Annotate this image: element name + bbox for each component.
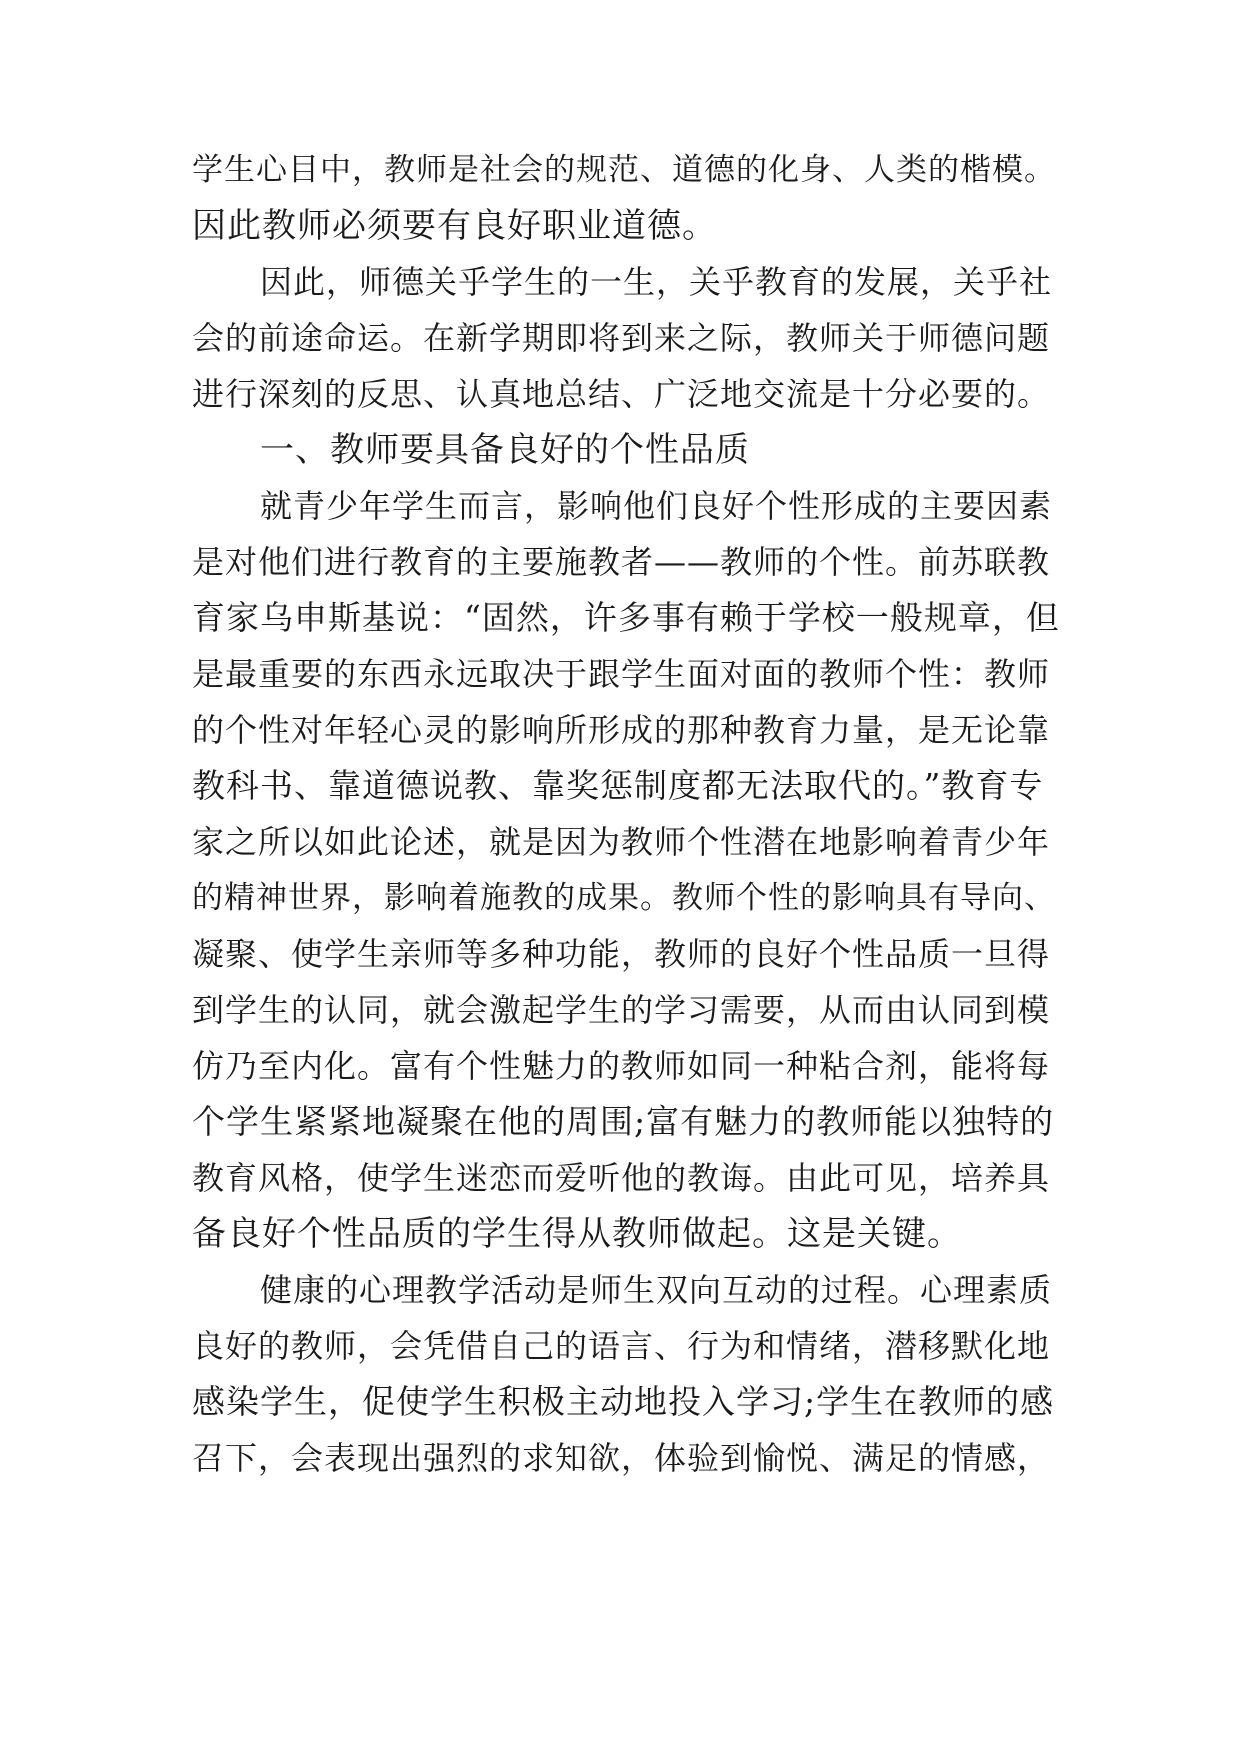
text-line: 凝聚、使学生亲师等多种功能，教师的良好个性品质一旦得 — [192, 935, 1051, 973]
paragraph-first-line: 就青少年学生而言，影响他们良好个性形成的主要因素 — [260, 487, 1053, 525]
text-line: 备良好个性品质的学生得从教师做起。这是关键。 — [192, 1214, 962, 1254]
text-line: 家之所以如此论述，就是因为教师个性潜在地影响着青少年 — [192, 823, 1051, 861]
text-line: 因此教师必须要有良好职业道德。 — [192, 206, 717, 246]
text-line: 进行深刻的反思、认真地总结、广泛地交流是十分必要的。 — [192, 375, 1051, 413]
text-line: 仿乃至内化。富有个性魅力的教师如同一种粘合剂，能将每 — [192, 1047, 1051, 1085]
text-line: 的个性对年轻心灵的影响所形成的那种教育力量，是无论靠 — [192, 711, 1051, 749]
text-line: 良好的教师，会凭借自己的语言、行为和情绪，潜移默化地 — [192, 1327, 1051, 1365]
text-line: 教科书、靠道德说教、靠奖惩制度都无法取代的。”教育专 — [192, 766, 1044, 805]
text-line: 会的前途命运。在新学期即将到来之际，教师关于师德问题 — [192, 319, 1051, 357]
paragraph-first-line: 因此，师德关乎学生的一生，关乎教育的发展，关乎社 — [260, 263, 1053, 301]
text-line: 学生心目中，教师是社会的规范、道德的化身、人类的楷模。 — [192, 152, 1056, 188]
paragraph-first-line: 健康的心理教学活动是师生双向互动的过程。心理素质 — [260, 1271, 1053, 1309]
text-line: 教育风格，使学生迷恋而爱听他的教诲。由此可见，培养具 — [192, 1159, 1051, 1197]
text-line: 是对他们进行教育的主要施教者——教师的个性。前苏联教 — [192, 543, 1051, 581]
text-line: 召下，会表现出强烈的求知欲，体验到愉悦、满足的情感， — [192, 1439, 1051, 1477]
section-heading: 一、教师要具备良好的个性品质 — [260, 430, 750, 470]
text-line: 是最重要的东西永远取决于跟学生面对面的教师个性：教师 — [192, 655, 1051, 693]
text-line: 到学生的认同，就会激起学生的学习需要，从而由认同到模 — [192, 991, 1051, 1029]
text-line: 的精神世界，影响着施教的成果。教师个性的影响具有导向、 — [192, 880, 1056, 916]
text-line: 育家乌申斯基说：“固然，许多事有赖于学校一般规章，但 — [192, 598, 1060, 637]
text-line: 个学生紧紧地凝聚在他的周围;富有魅力的教师能以独特的 — [192, 1102, 1055, 1141]
text-line: 感染学生，促使学生积极主动地投入学习;学生在教师的感 — [192, 1382, 1055, 1421]
